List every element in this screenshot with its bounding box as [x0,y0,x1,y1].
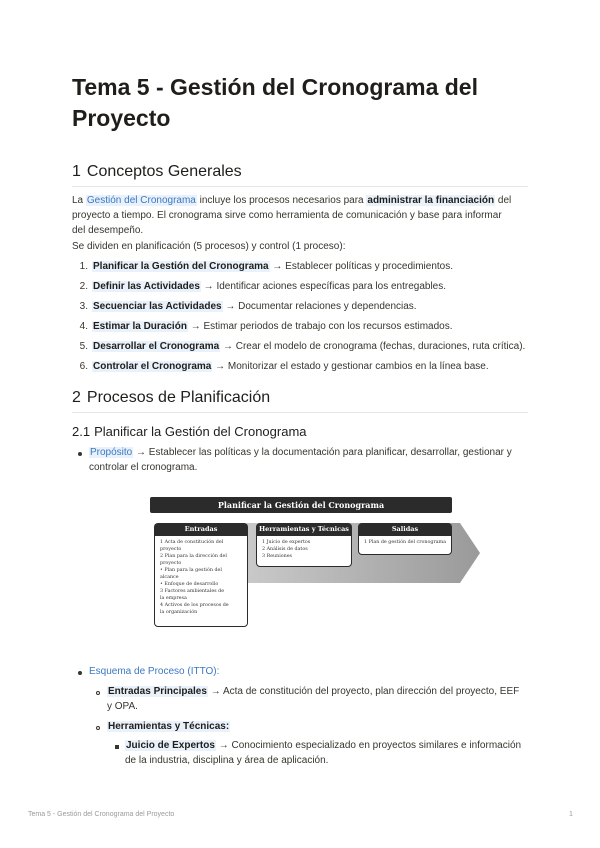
document-title: Tema 5 - Gestión del Cronograma del Proyecto [72,74,478,131]
item-number: 2. [79,281,88,292]
outputs-box [358,535,452,555]
bullet [78,452,82,456]
bullet [115,745,119,749]
item-name: Desarrollar el Cronograma [93,341,220,352]
item-number: 6. [79,361,88,372]
item-desc: → Monitorizar el estado y gestionar cambios en la línea base. [212,361,489,372]
item-desc: → Crear el modelo de cronograma (fechas, duraciones, ruta crítica). [220,341,526,352]
list-item [72,339,542,359]
purpose-label: Propósito [90,447,133,458]
item-name: Secuenciar las Actividades [93,301,222,312]
input-item: 2 Plan para la dirección del [160,554,227,559]
item-name: Planificar la Gestión del Cronograma [93,261,269,272]
expert-label: Juicio de Expertos [126,740,215,751]
list-item [72,279,542,299]
intro-text: del [495,195,512,206]
item-desc: → Documentar relaciones y dependencias. [222,301,417,312]
tool-item: 3 Reuniones [262,554,293,559]
bullet [96,691,100,695]
list-item [72,359,542,379]
intro-paragraph [72,193,528,238]
tools-item [107,719,230,734]
item-desc: → Establecer políticas y procedimientos. [269,261,454,272]
section-number: 1 [72,163,81,180]
divide-paragraph: Se dividen en planificación (5 procesos) y control (1 proceso): [72,241,346,252]
process-diagram [150,493,480,629]
expert-item [125,738,545,768]
section-title: Procesos de Planificación [86,389,271,406]
item-number: 4. [79,321,88,332]
input-item: proyecto [160,561,182,566]
page-number: 1 [569,811,573,818]
item-number: 1. [79,261,88,272]
item-desc: → Identificar aciones específicas para los entregables. [200,281,447,292]
intro-line-3: del desempeño. [72,225,144,236]
list-item [72,299,542,319]
purpose-item [89,445,539,475]
inputs-label: Entradas Principales [108,686,207,697]
intro-link[interactable]: Gestión del Cronograma [86,195,196,206]
footer-title: Tema 5 - Gestión del Cronograma del Proyecto [28,811,175,818]
tool-item: 2 Análisis de datos [262,547,308,552]
itto-label: Esquema de Proceso (ITTO): [89,666,220,677]
section-number: 2 [72,389,81,406]
section-1-heading [72,163,242,181]
section-2-heading [72,389,270,407]
inputs-line-2: y OPA. [107,701,138,712]
inputs-box [154,535,248,627]
intro-text: La [72,195,86,206]
bullet [96,726,100,730]
item-number: 5. [79,341,88,352]
item-desc: → Estimar periodos de trabajo con los recursos estimados. [187,321,453,332]
expert-line-2: de la industria, disciplina y área de aplicación. [125,755,329,766]
item-name: Definir las Actividades [93,281,200,292]
subsection-number: 2.1 [72,424,91,439]
input-item: 4 Activos de los procesos de [160,603,229,608]
input-item: proyecto [160,547,182,552]
list-item [72,319,542,339]
heading-divider [72,186,528,187]
purpose-line-2: controlar el cronograma. [89,462,198,473]
outputs-header: Salidas [358,523,452,535]
subsection-heading [72,424,307,439]
inputs-item [107,684,537,714]
intro-text: incluye los procesos necesarios para [196,195,367,206]
item-number: 3. [79,301,88,312]
tool-item: 1 Juicio de expertos [262,540,311,545]
inputs-text: → Acta de constitución del proyecto, plan dirección del proyecto, EEF [207,686,520,697]
purpose-text: → Establecer las políticas y la documentación para planificar, desarrollar, gestionar y [133,447,512,458]
intro-line-2: proyecto a tiempo. El cronograma sirve como herramienta de comunicación y base para informar [72,210,502,221]
input-item: • Enfoque de desarrollo [160,582,219,587]
tools-header: Herramientas y Técnicas [256,523,352,535]
inputs-header: Entradas [154,523,248,535]
intro-bold: administrar la financiación [367,195,495,206]
process-steps-list [72,259,542,379]
input-item: alcance [160,575,179,580]
heading-divider [72,412,528,413]
tools-box [256,535,352,567]
list-item [72,259,542,279]
expert-text: → Conocimiento especializado en proyectos similares e información [215,740,522,751]
diagram-title: Planificar la Gestión del Cronograma [150,497,452,513]
input-item: • Plan para la gestión del [160,568,222,573]
input-item: la organización [160,610,198,615]
subsection-title: Planificar la Gestión del Cronograma [94,424,307,439]
item-name: Estimar la Duración [93,321,187,332]
output-item: 1 Plan de gestión del cronograma [364,540,447,545]
tools-label: Herramientas y Técnicas: [108,721,230,732]
bullet [78,671,82,675]
section-title: Conceptos Generales [86,163,242,180]
input-item: 1 Acta de constitución del [160,540,224,545]
input-item: la empresa [160,596,187,601]
input-item: 3 Factores ambientales de [160,589,225,594]
item-name: Controlar el Cronograma [93,361,212,372]
